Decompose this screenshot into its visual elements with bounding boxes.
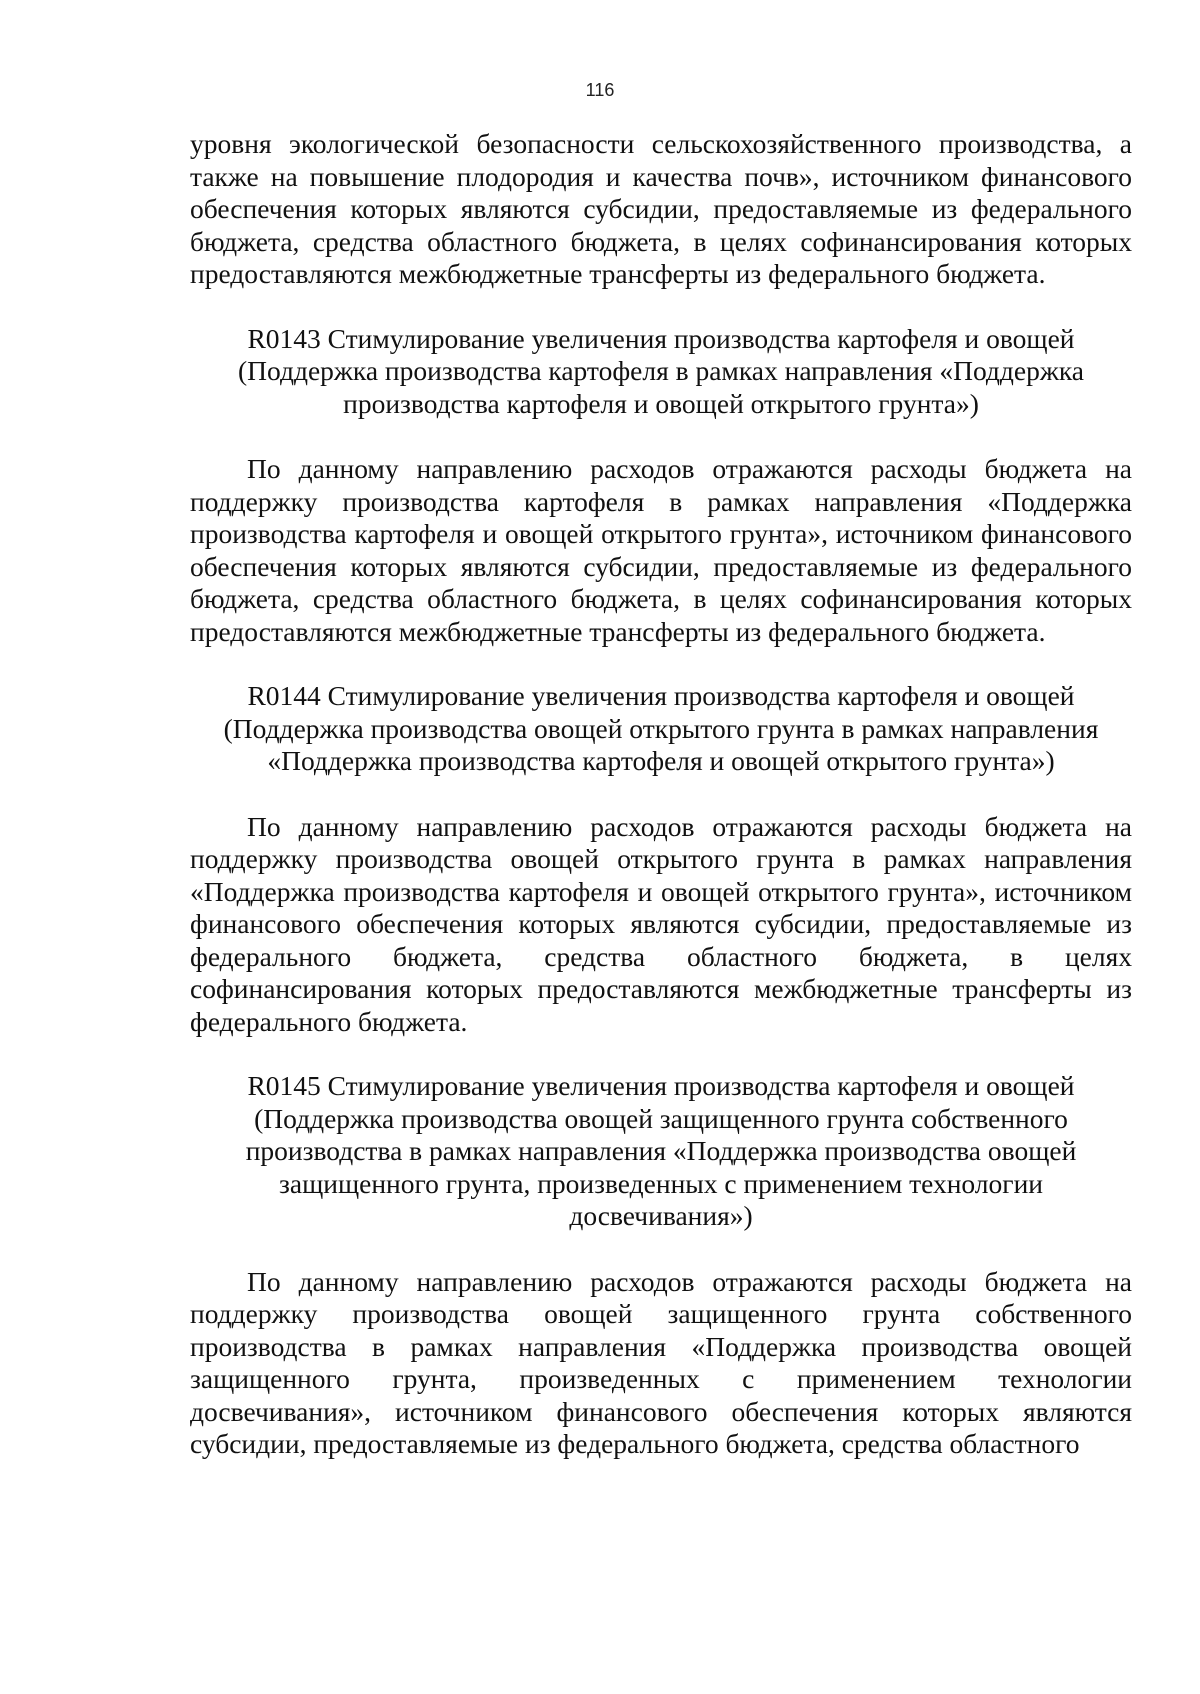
paragraph-r0143: По данному направлению расходов отражаются расходы бюджета на поддержку производства картофеля в рамках направления «Поддержка производства картофеля и овощей открытого грунта», источником финансового обеспечения которых являются субсидии, предоставляемые из федерального бюджета, средства областного бюджета, в целях софинансирования которых предоставляются межбюджетные трансферты из федерального бюджета.: [190, 453, 1132, 647]
document-body: [190, 128, 1132, 1461]
heading-line: R0145 Стимулирование увеличения производства картофеля и овощей: [247, 1070, 1075, 1101]
heading-line: производства в рамках направления «Поддержка производства овощей: [245, 1135, 1077, 1166]
heading-line: R0144 Стимулирование увеличения производства картофеля и овощей: [247, 680, 1075, 711]
heading-line: (Поддержка производства картофеля в рамках направления «Поддержка: [237, 355, 1084, 386]
heading-line: защищенного грунта, произведенных с применением технологии: [279, 1167, 1043, 1199]
heading-line: (Поддержка производства овощей открытого грунта в рамках направления: [223, 712, 1099, 744]
paragraph-r0144: По данному направлению расходов отражаются расходы бюджета на поддержку производства овощей открытого грунта в рамках направления «Поддержка производства картофеля и овощей открытого грунта», источником финансового обеспечения которых являются субсидии, предоставляемые из федерального бюджета, средства областного бюджета, в целях софинансирования которых предоставляются межбюджетные трансферты из федерального бюджета.: [190, 810, 1132, 1037]
section-heading-r0143: [190, 323, 1132, 421]
section-heading-r0144: [190, 680, 1132, 778]
paragraph-continuation: уровня экологической безопасности сельскохозяйственного производства, а также на повышение плодородия и качества почв», источником финансового обеспечения которых являются субсидии, предоставляемые из федерального бюджета, средства областного бюджета, в целях софинансирования которых предоставляются межбюджетные трансферты из федерального бюджета.: [190, 128, 1132, 289]
paragraph-r0145: По данному направлению расходов отражаются расходы бюджета на поддержку производства овощей защищенного грунта собственного производства в рамках направления «Поддержка производства овощей защищенного грунта, произведенных с применением технологии досвечивания», источником финансового обеспечения которых являются субсидии, предоставляемые из федерального бюджета, средства областного: [190, 1265, 1132, 1459]
heading-line: (Поддержка производства овощей защищенного грунта собственного: [254, 1102, 1068, 1134]
section-heading-r0145: [190, 1070, 1132, 1233]
heading-line: досвечивания»): [569, 1200, 753, 1231]
page-number: 116: [585, 80, 615, 100]
heading-line: производства картофеля и овощей открытого грунта»): [343, 387, 979, 419]
heading-line: «Поддержка производства картофеля и овощей открытого грунта»): [267, 745, 1055, 776]
heading-line: R0143 Стимулирование увеличения производства картофеля и овощей: [247, 322, 1075, 354]
